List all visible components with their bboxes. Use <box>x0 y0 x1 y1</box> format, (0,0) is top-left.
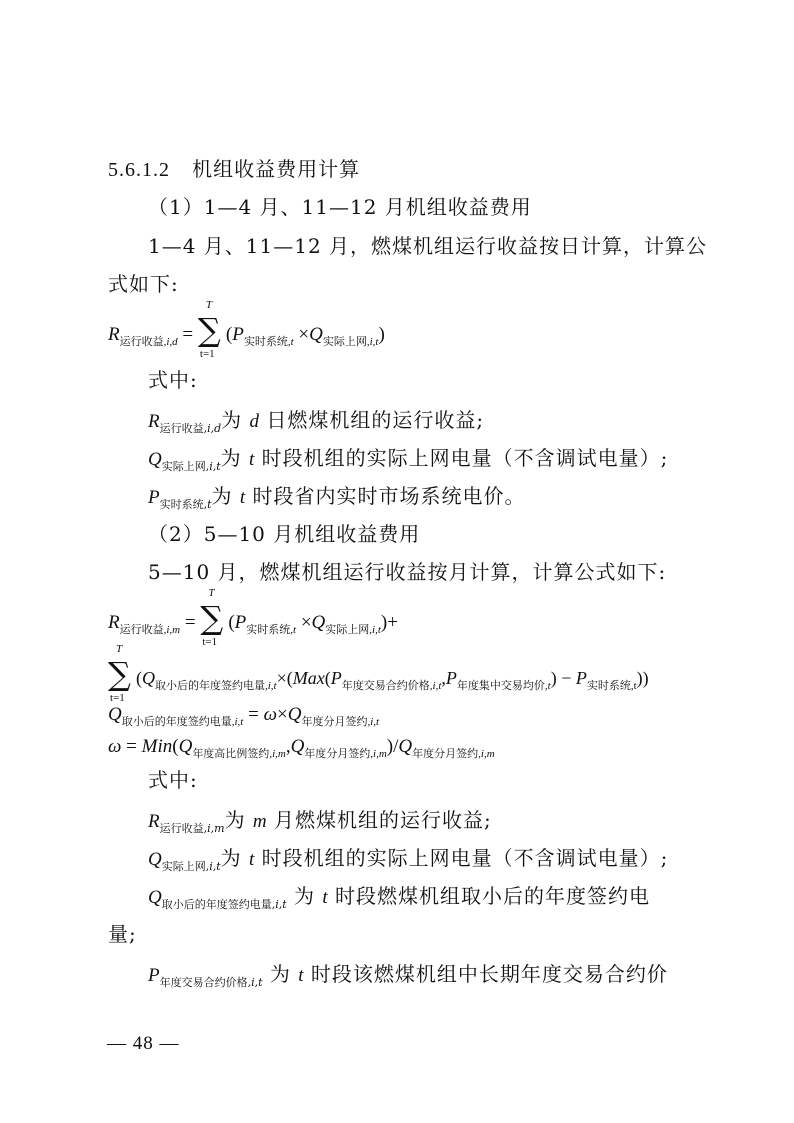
formula-symbol-P: P <box>445 668 457 688</box>
subscript-var: i,t <box>372 624 381 636</box>
formula-symbol-Q: Q <box>178 736 193 757</box>
formula-daily-revenue <box>108 299 385 360</box>
def-text: 时段燃煤机组取小后的年度签约电 <box>335 884 651 908</box>
def-var: d <box>249 411 260 432</box>
subscript-var: t <box>207 498 212 511</box>
def-symbol: P <box>148 487 160 508</box>
formula-symbol-R: R <box>108 324 120 345</box>
max-fn: Max <box>292 668 325 688</box>
def-pre: 为 <box>224 808 246 832</box>
def-symbol: R <box>148 411 160 432</box>
heading-number: 5.6.1.2 <box>108 159 170 181</box>
paren: ( <box>225 324 233 345</box>
subscript: 年度交易合约价格 <box>159 976 248 989</box>
def-var: t <box>239 487 246 508</box>
formula-symbol-P: P <box>330 668 342 688</box>
section1-def-2 <box>148 442 668 474</box>
subscript: 取小后的年度签约电量 <box>161 898 272 911</box>
def-text: 时段机组的实际上网电量（不含调试电量）; <box>261 446 669 470</box>
subscript-var: ,i,m <box>269 748 286 760</box>
def-text: 时段机组的实际上网电量（不含调试电量）; <box>261 846 669 870</box>
subscript-var: i,t <box>209 860 221 873</box>
section2-def-3 <box>148 880 650 912</box>
section1-def-1 <box>148 404 484 436</box>
def-symbol: R <box>148 811 160 832</box>
section2-def-1 <box>148 804 492 836</box>
formula-symbol-P: P <box>232 324 244 345</box>
subscript: 年度集中交易均价 <box>456 680 545 692</box>
subscript-var: i,d <box>166 336 178 348</box>
comma: , <box>441 668 446 688</box>
sum-symbol: ∑ T t=1 <box>108 643 131 704</box>
subscript: 年度交易合约价格 <box>341 680 430 692</box>
minus: − <box>561 668 572 688</box>
formula-symbol-Q: Q <box>398 736 413 757</box>
def-pre: 为 <box>220 446 242 470</box>
formula-symbol-Q: Q <box>309 324 323 345</box>
def-pre: 为 <box>211 484 233 508</box>
subscript-var: ,i,t <box>247 976 263 989</box>
subscript-var: t <box>293 624 297 636</box>
section2-title: （2）5—10 月机组收益费用 <box>148 522 421 546</box>
section1-where: 式中: <box>148 368 198 392</box>
sum-lower: t=1 <box>202 636 218 648</box>
formula-symbol-Q: Q <box>142 668 155 688</box>
def-var: t <box>249 449 255 470</box>
section2-where: 式中: <box>148 768 198 792</box>
times: × <box>277 704 288 725</box>
subscript: 实时系统, <box>243 336 291 348</box>
formula-symbol-R: R <box>108 612 120 633</box>
plus: + <box>387 612 398 633</box>
times: ×( <box>276 668 293 688</box>
def-symbol: P <box>148 965 160 986</box>
subscript-var: i,m <box>207 822 225 835</box>
subscript: 取小后的年度签约电量 <box>155 680 265 692</box>
subscript-var: i,t <box>369 336 379 348</box>
comma: , <box>285 736 291 757</box>
subscript: 实际上网, <box>325 624 373 636</box>
formula-symbol-P: P <box>575 668 587 688</box>
omega-symbol: ω <box>263 704 277 725</box>
def-var: t <box>298 965 304 986</box>
sum-lower: t=1 <box>110 692 125 704</box>
def-text: 月燃煤机组的运行收益; <box>274 808 492 832</box>
subscript: 运行收益, <box>119 336 167 348</box>
subscript-var: t <box>290 336 294 348</box>
formula-symbol-Q: Q <box>311 612 326 633</box>
subscript: 年度分月签约 <box>304 748 371 760</box>
paren: ( <box>228 612 235 633</box>
subscript-var: ,i,t <box>271 898 287 911</box>
times: × <box>300 612 312 633</box>
subscript: 年度分月签约, <box>301 716 371 728</box>
def-symbol: Q <box>148 849 162 870</box>
def-pre: 为 <box>269 962 291 986</box>
sum-upper: T <box>116 643 123 655</box>
subscript-var: ,i,m <box>478 748 495 760</box>
subscript: 取小后的年度签约电量, <box>121 716 235 728</box>
def-text: 日燃煤机组的运行收益; <box>266 408 485 432</box>
subscript-var: i,m <box>166 624 181 636</box>
times: × <box>298 324 310 345</box>
divide: / <box>393 736 399 757</box>
omega-symbol: ω <box>108 736 122 757</box>
sum-symbol: ∑ T t=1 <box>197 299 221 360</box>
subscript: 实时系统, <box>246 624 294 636</box>
subscript-var: ,i,t <box>429 680 442 692</box>
sum-lower: t=1 <box>199 348 215 360</box>
section1-def-3 <box>148 480 526 512</box>
formula-monthly-revenue-2 <box>108 643 649 704</box>
subscript-var: ,i,m <box>370 748 387 760</box>
def-var: t <box>322 887 328 908</box>
formula-omega <box>108 736 495 761</box>
subscript: 年度分月签约 <box>412 748 479 760</box>
subscript-var: i,d <box>207 422 222 435</box>
section2-def-2 <box>148 842 668 874</box>
def-var: m <box>252 811 267 832</box>
def-symbol: Q <box>148 887 162 908</box>
subscript-var: i,t <box>234 716 244 728</box>
paren: ) <box>380 612 388 633</box>
def-symbol: Q <box>148 449 162 470</box>
subscript: 实时系统,t <box>586 680 637 692</box>
paren: )) <box>636 668 649 688</box>
min-fn: Min <box>141 736 173 757</box>
sum-upper: T <box>205 299 213 311</box>
section1-paragraph-line2: 式如下: <box>108 272 179 296</box>
sum-symbol: ∑ T t=1 <box>200 587 224 648</box>
subscript: 实时系统, <box>159 498 208 511</box>
formula-symbol-Q: Q <box>287 704 302 725</box>
paren: ( <box>172 736 179 757</box>
subscript: 运行收益, <box>159 422 208 435</box>
paren: ) <box>550 668 557 688</box>
section-heading <box>108 153 360 182</box>
formula-symbol-Q: Q <box>108 704 122 725</box>
paren: ) <box>378 324 385 345</box>
section1-title: （1）1—4 月、11—12 月机组收益费用 <box>148 195 532 219</box>
subscript: 实际上网, <box>161 460 210 473</box>
paren: ( <box>136 668 142 688</box>
subscript: 实际上网, <box>322 336 370 348</box>
equals: = <box>184 612 196 633</box>
subscript-var: i,t <box>370 716 380 728</box>
def-text: 时段该燃煤机组中长期年度交易合约价 <box>310 962 668 986</box>
section1-paragraph-line1: 1—4 月、11—12 月，燃煤机组运行收益按日计算，计算公 <box>148 234 708 258</box>
equals: = <box>126 736 137 757</box>
formula-symbol-P: P <box>234 612 247 633</box>
subscript: 运行收益, <box>119 624 167 636</box>
equals: = <box>182 324 194 345</box>
def-pre: 为 <box>294 884 316 908</box>
paren: ) <box>386 736 394 757</box>
subscript-var: ,t <box>544 680 551 692</box>
paren: ( <box>324 668 331 688</box>
subscript: 运行收益, <box>159 822 208 835</box>
def-var: t <box>249 849 255 870</box>
subscript-var: i,t <box>209 460 221 473</box>
section2-def-3-continued: 量; <box>108 922 137 946</box>
def-text: 时段省内实时市场系统电价。 <box>252 484 526 508</box>
heading-title: 机组收益费用计算 <box>192 157 361 181</box>
subscript: 实际上网, <box>161 860 210 873</box>
page-number: — 48 — <box>107 1033 180 1054</box>
formula-monthly-revenue-1 <box>108 587 398 648</box>
equals: = <box>248 704 259 725</box>
def-pre: 为 <box>220 846 242 870</box>
sum-upper: T <box>208 587 215 599</box>
def-pre: 为 <box>221 408 243 432</box>
subscript-var: ,i,t <box>265 680 277 692</box>
formula-symbol-Q: Q <box>290 736 305 757</box>
section2-paragraph: 5—10 月，燃煤机组运行收益按月计算，计算公式如下: <box>148 560 667 584</box>
subscript: 年度高比例签约 <box>192 748 270 760</box>
section2-def-4 <box>148 958 668 990</box>
formula-contract-volume <box>108 704 379 729</box>
